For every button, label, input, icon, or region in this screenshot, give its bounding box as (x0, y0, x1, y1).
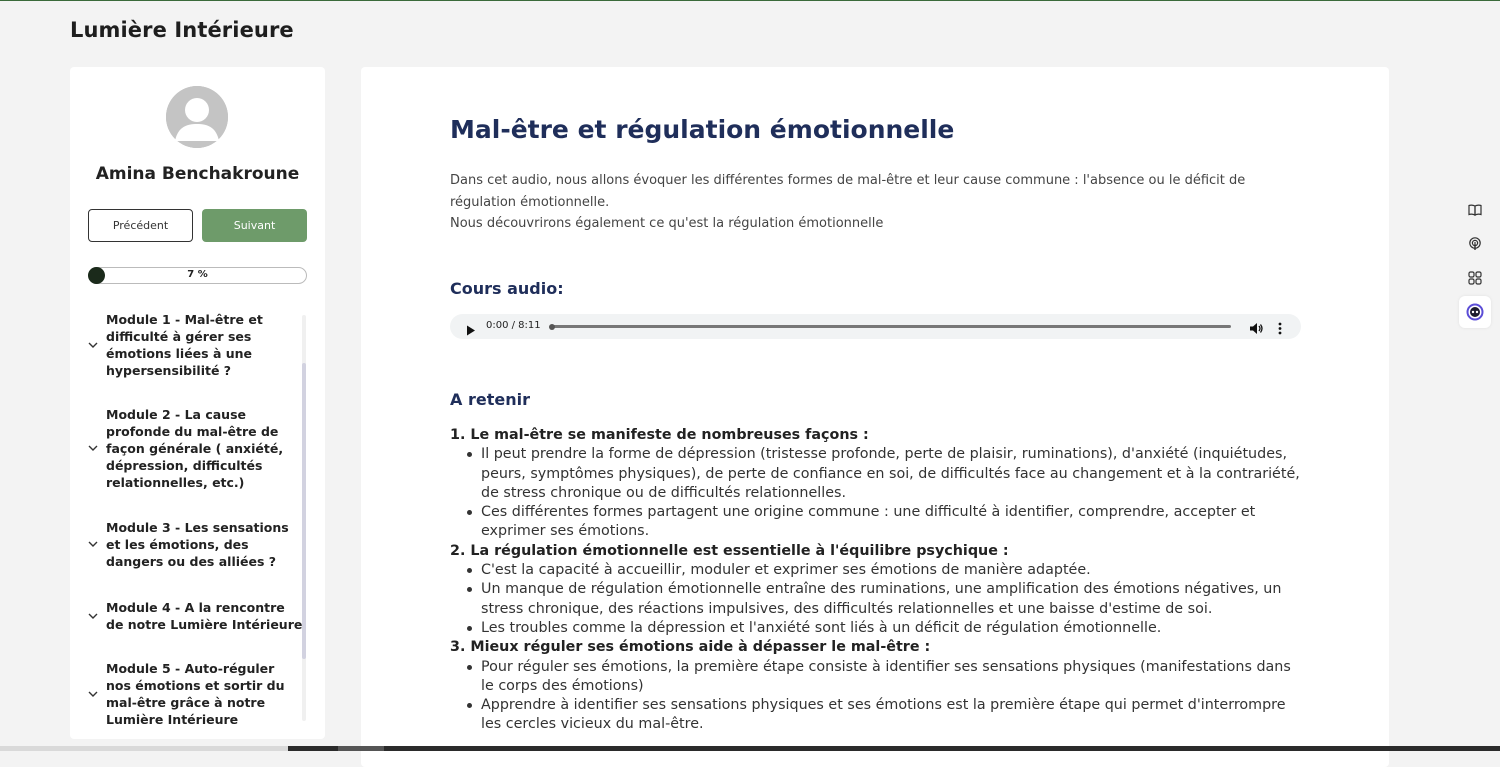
lesson-title: Mal-être et régulation émotionnelle (450, 115, 955, 144)
module-label: Module 1 - Mal-être et difficulté à gérer ses émotions liées à une hypersensibilité ? (106, 312, 263, 378)
lesson-intro (450, 170, 1302, 235)
site-title[interactable]: Lumière Intérieure (70, 18, 294, 42)
module-item-1[interactable] (88, 311, 303, 379)
assistant-icon[interactable] (1466, 303, 1484, 321)
key-point-bullets (450, 561, 1302, 638)
key-point-title: 1. Le mal-être se manifeste de nombreuses façons : (450, 427, 869, 443)
bullet-item: Ces différentes formes partagent une origine commune : une difficulté à identifier, comprendre, accepter et exprimer ses émotions. (481, 503, 1302, 542)
book-icon[interactable] (1468, 204, 1482, 216)
audio-heading: Cours audio: (450, 279, 564, 298)
chevron-down-icon[interactable] (88, 613, 106, 620)
intro-paragraph: Nous découvrirons également ce qu'est la régulation émotionnelle (450, 216, 884, 231)
key-point-bullets (450, 445, 1302, 541)
lesson-content (361, 67, 1389, 767)
bullet-item: C'est la capacité à accueillir, moduler et exprimer ses émotions de manière adaptée. (481, 561, 1302, 580)
module-label: Module 3 - Les sensations et les émotions, des dangers ou des alliées ? (106, 520, 289, 569)
user-avatar-icon (166, 86, 228, 148)
bullet-item: Il peut prendre la forme de dépression (tristesse profonde, perte de plaisir, ruminations), d'anxiété (inquiétudes, peurs, symptômes physiques), de perte de confiance en soi, de difficultés face au changement et à la contrariété, de stress chronique ou de difficultés relationnelles. (481, 445, 1302, 503)
podcast-tool-button[interactable] (1459, 228, 1491, 260)
bullet-item: Apprendre à identifier ses sensations physiques et ses émotions est la première étape qui permet d'interrompre les cercles vicieux du mal-être. (481, 696, 1302, 735)
key-point-title: 3. Mieux réguler ses émotions aide à dépasser le mal-être : (450, 639, 931, 656)
chevron-down-icon[interactable] (88, 541, 106, 548)
next-button[interactable]: Suivant (202, 209, 307, 242)
bullet-item: Un manque de régulation émotionnelle entraîne des ruminations, une amplification des émotions négatives, un stress chronique, des réactions impulsives, des difficultés relationnelles et une baisse d'estime de soi. (481, 580, 1302, 619)
bullet-item: Pour réguler ses émotions, la première étape consiste à identifier ses sensations physiques (manifestations dans le corps des émotions) (481, 658, 1302, 697)
module-label: Module 2 - La cause profonde du mal-être de façon générale ( anxiété, dépression, difficultés relationnelles, etc.) (106, 407, 284, 490)
user-name: Amina Benchakroune (95, 164, 300, 184)
previous-button[interactable]: Précédent (88, 209, 193, 242)
module-label: Module 5 - Auto-réguler nos émotions et sortir du mal-être grâce à notre Lumière Intérieure (106, 661, 285, 727)
progress-text: 7 % (187, 269, 208, 280)
audio-seek-bar[interactable] (551, 325, 1231, 328)
chevron-down-icon[interactable] (88, 691, 106, 698)
podcast-icon[interactable] (1468, 237, 1482, 251)
module-item-2[interactable] (88, 406, 303, 491)
bottom-strip-segment (0, 746, 288, 751)
apps-tool-button[interactable] (1459, 262, 1491, 294)
play-icon[interactable] (466, 321, 476, 340)
key-point-bullets (450, 658, 1302, 735)
chevron-down-icon[interactable] (88, 342, 106, 349)
module-item-5[interactable] (88, 660, 303, 728)
bullet-item: Les troubles comme la dépression et l'anxiété sont liés à un déficit de régulation émotionnelle. (481, 619, 1302, 638)
intro-paragraph: Dans cet audio, nous allons évoquer les différentes formes de mal-être et leur cause commune : l'absence ou le déficit de régulation émotionnelle. (450, 173, 1246, 210)
module-label: Module 4 - A la rencontre de notre Lumière Intérieure (106, 600, 303, 632)
assistant-tool-button[interactable] (1459, 296, 1491, 328)
module-item-3[interactable] (88, 519, 303, 570)
bottom-strip (0, 746, 1500, 751)
apps-icon[interactable] (1468, 271, 1482, 285)
chevron-down-icon[interactable] (88, 445, 106, 452)
key-points (450, 426, 1302, 735)
audio-seek-thumb[interactable] (549, 324, 555, 330)
sidebar (70, 67, 325, 739)
key-point-title: 2. La régulation émotionnelle est essentielle à l'équilibre psychique : (450, 542, 1009, 559)
key-points-heading: A retenir (450, 390, 530, 409)
avatar (166, 86, 228, 148)
audio-player[interactable] (450, 314, 1301, 339)
module-item-4[interactable] (88, 599, 303, 633)
progress-bar (88, 267, 307, 284)
more-options-icon[interactable] (1278, 320, 1282, 339)
book-tool-button[interactable] (1459, 194, 1491, 226)
volume-icon[interactable] (1249, 320, 1263, 339)
audio-time: 0:00 / 8:11 (486, 320, 541, 331)
module-list (70, 307, 325, 727)
bottom-strip-segment (338, 746, 384, 751)
